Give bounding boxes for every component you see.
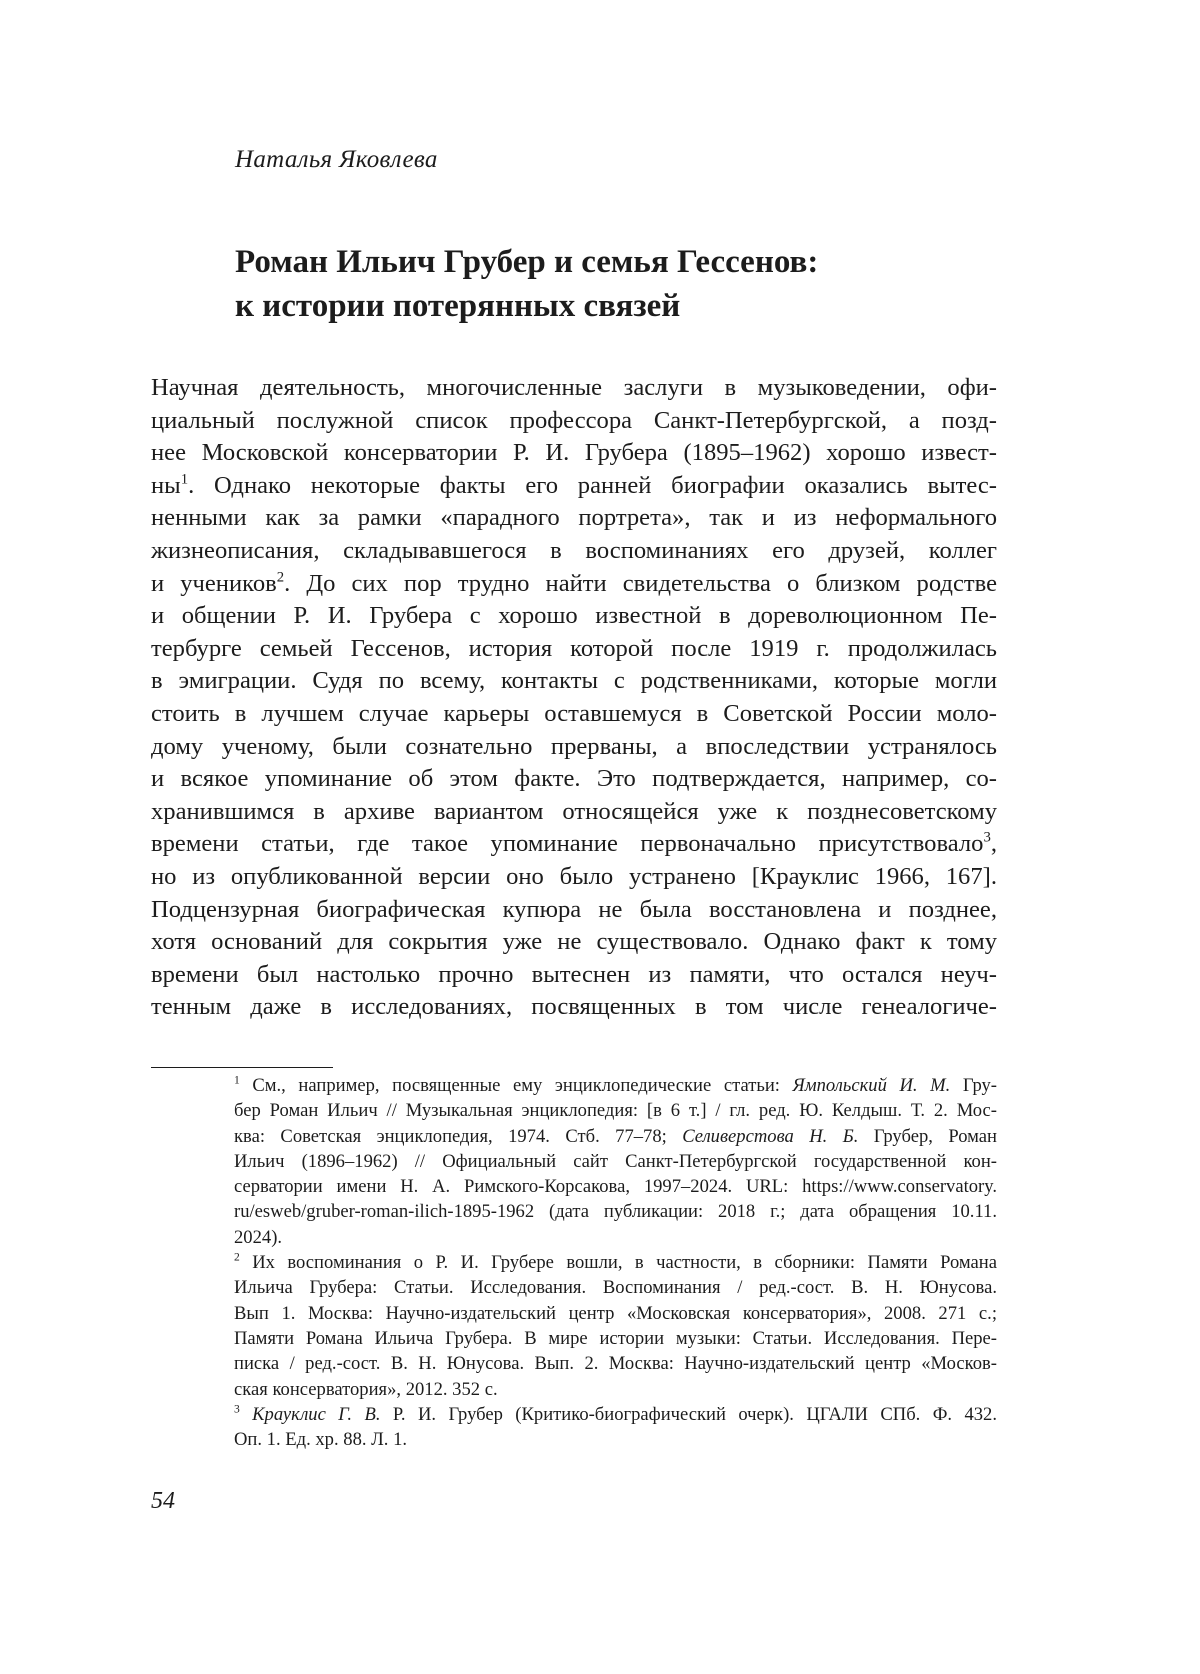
footnote-number: 2 (234, 1252, 240, 1264)
body-line: но из опубликованной версии оно было устранено [Крауклис 1966, 167]. (151, 861, 997, 894)
body-line: хотя оснований для сокрытия уже не существовало. Однако факт к тому (151, 926, 997, 959)
body-line: тербурге семьей Гессенов, история которой после 1919 г. продолжилась (151, 633, 997, 666)
text-run: Р. И. Грубер (Критико-биографический очерк). ЦГАЛИ СПб. Ф. 432. (381, 1404, 998, 1425)
body-line: и общении Р. И. Грубера с хорошо известной в дореволюционном Пе- (151, 600, 997, 633)
footnote-1-line: 2024). (234, 1225, 997, 1250)
footnote-1-line (234, 1124, 997, 1149)
text-run: Гру- (950, 1075, 997, 1096)
footnote-2-line: писка / ред.-сост. В. Н. Юнусова. Вып. 2. Москва: Научно-издательский центр «Москов- (234, 1351, 997, 1376)
text-run: ква: Советская энциклопедия, 1974. Стб. 77–78; (234, 1126, 682, 1147)
text-run: времени статьи, где такое упоминание первоначально присутствовало (151, 830, 983, 857)
body-text (151, 372, 997, 1024)
cited-author: Крауклис Г. В. (252, 1404, 380, 1425)
footnote-1-line: ru/esweb/gruber-roman-ilich-1895-1962 (дата публикации: 2018 г.; дата обращения 10.11. (234, 1199, 997, 1224)
body-line: стоить в лучшем случае карьеры оставшемуся в Советской России моло- (151, 698, 997, 731)
cited-author: Селиверстова Н. Б. (682, 1126, 858, 1147)
body-line: циальный послужной список профессора Санкт-Петербургской, а позд- (151, 405, 997, 438)
footnote-divider (151, 1067, 333, 1068)
body-line: жизнеописания, складывавшегося в воспоминаниях его друзей, коллег (151, 535, 997, 568)
footnote-1-line (234, 1073, 997, 1098)
title-line: к истории потерянных связей (235, 284, 818, 328)
footnote-3-line: Оп. 1. Ед. хр. 88. Л. 1. (234, 1427, 997, 1452)
text-run: . Однако некоторые факты его ранней биографии оказались вытес- (188, 472, 997, 499)
body-line (151, 828, 997, 861)
body-line: ненными как за рамки «парадного портрета», так и из неформального (151, 502, 997, 535)
text-run: Грубер, Роман (858, 1126, 997, 1147)
footnote-2-line (234, 1250, 997, 1275)
footnote-1-line: серватории имени Н. А. Римского-Корсакова, 1997–2024. URL: https://www.conservatory. (234, 1174, 997, 1199)
page-number: 54 (151, 1488, 175, 1515)
footnote-ref-2: 2 (277, 569, 284, 585)
text-run: . До сих пор трудно найти свидетельства о близком родстве (284, 570, 997, 597)
footnote-1-line: бер Роман Ильич // Музыкальная энциклопедия: [в 6 т.] / гл. ред. Ю. Келдыш. Т. 2. Мос- (234, 1098, 997, 1123)
body-line: в эмиграции. Судя по всему, контакты с родственниками, которые могли (151, 665, 997, 698)
footnote-2-line: Вып 1. Москва: Научно-издательский центр «Московская консерватория», 2008. 271 с.; (234, 1301, 997, 1326)
text-run: Их воспоминания о Р. И. Грубере вошли, в частности, в сборники: Памяти Романа (252, 1252, 997, 1273)
body-line: времени был настолько прочно вытеснен из памяти, что остался неуч- (151, 959, 997, 992)
text-run: , (991, 830, 997, 857)
footnote-ref-3: 3 (983, 830, 990, 846)
footnote-number: 1 (234, 1075, 240, 1087)
text-run: См., например, посвященные ему энциклопедические статьи: (252, 1075, 792, 1096)
body-line: Подцензурная биографическая купюра не была восстановлена и позднее, (151, 894, 997, 927)
footnote-ref-1: 1 (181, 471, 188, 487)
body-line: нее Московской консерватории Р. И. Грубера (1895–1962) хорошо извест- (151, 437, 997, 470)
footnote-1-line: Ильич (1896–1962) // Официальный сайт Санкт-Петербургской государственной кон- (234, 1149, 997, 1174)
body-line (151, 568, 997, 601)
cited-author: Ямпольский И. М. (793, 1075, 951, 1096)
footnote-3-line (234, 1402, 997, 1427)
body-line: дому ученому, были сознательно прерваны, а впоследствии устранялось (151, 731, 997, 764)
body-line: тенным даже в исследованиях, посвященных в том числе генеалогиче- (151, 991, 997, 1024)
title-line: Роман Ильич Грубер и семья Гессенов: (235, 240, 818, 284)
body-line: и всякое упоминание об этом факте. Это подтверждается, например, со- (151, 763, 997, 796)
article-title (235, 240, 818, 328)
footnote-2-line: Ильича Грубера: Статьи. Исследования. Воспоминания / ред.-сост. В. Н. Юнусова. (234, 1275, 997, 1300)
footnote-2-line: ская консерватория», 2012. 352 с. (234, 1377, 997, 1402)
body-line: Научная деятельность, многочисленные заслуги в музыковедении, офи- (151, 372, 997, 405)
text-run: и учеников (151, 570, 277, 597)
body-line (151, 470, 997, 503)
text-run: ны (151, 472, 181, 499)
author-name: Наталья Яковлева (235, 146, 438, 174)
footnote-number: 3 (234, 1403, 240, 1415)
body-line: хранившимся в архиве вариантом относящейся уже к позднесоветскому (151, 796, 997, 829)
footnote-2-line: Памяти Романа Ильича Грубера. В мире истории музыки: Статьи. Исследования. Пере- (234, 1326, 997, 1351)
footnotes (234, 1073, 997, 1452)
